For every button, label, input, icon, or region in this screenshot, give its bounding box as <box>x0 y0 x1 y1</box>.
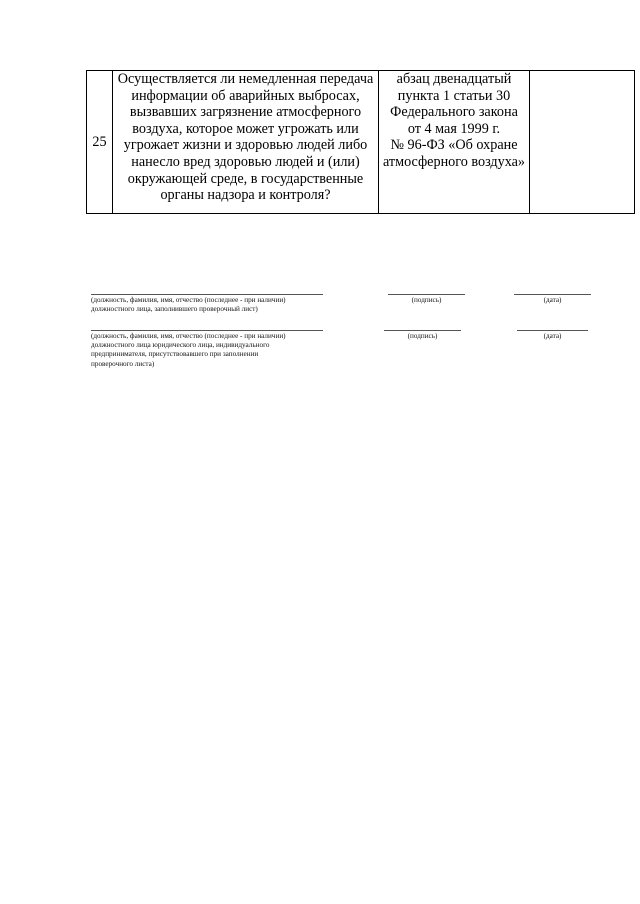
position-label: (должность, фамилия, имя, отчество (последнее - при наличии) должностного лица юридического лица, индивидуального предпринимателя, присутствовавшего при заполнении проверочного листа) <box>91 332 286 368</box>
signature-line <box>384 330 461 331</box>
legal-reference-part-1: абзац двенадцатый пункта 1 статьи 30 Федерального закона от 4 мая 1999 г. <box>390 71 518 137</box>
signature-label: (подпись) <box>411 296 442 304</box>
date-label: (дата) <box>543 332 562 340</box>
signature-label: (подпись) <box>407 332 438 340</box>
position-line <box>91 330 323 331</box>
legal-reference-part-2: № 96-ФЗ «Об охране атмосферного воздуха» <box>382 137 526 170</box>
date-label: (дата) <box>543 296 562 304</box>
row-number: 25 <box>87 71 113 214</box>
signature-line <box>388 294 465 295</box>
date-line <box>514 294 591 295</box>
table-row <box>87 71 635 214</box>
row-answer-cell <box>530 71 635 214</box>
checklist-table <box>86 70 635 214</box>
row-legal-reference <box>379 71 530 214</box>
row-question: Осуществляется ли немедленная передача информации об аварийных выбросах, вызвавших загрязнение атмосферного воздуха, которое может угрожать или угрожает жизни и здоровью людей либо нанесло вред здоровью людей и (или) окружающей среде, в государственные органы надзора и контроля? <box>113 71 379 214</box>
date-line <box>517 330 588 331</box>
position-line <box>91 294 323 295</box>
position-label: (должность, фамилия, имя, отчество (последнее - при наличии) должностного лица, заполнившего проверочный лист) <box>91 296 286 314</box>
